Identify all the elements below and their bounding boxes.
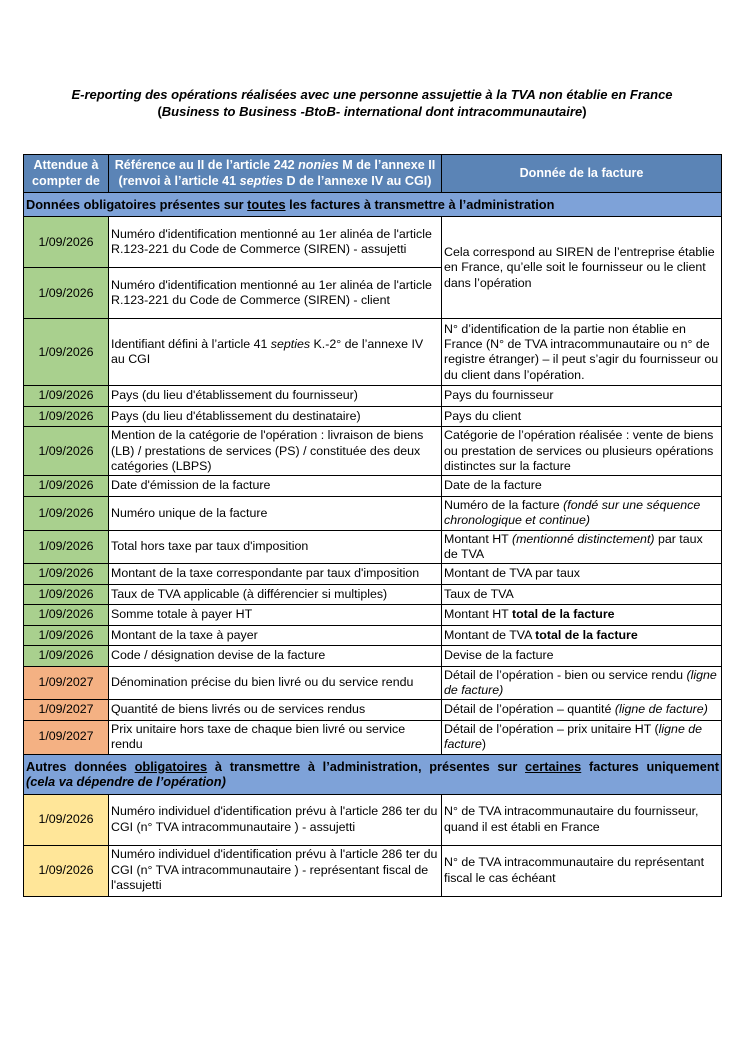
- date-cell: 1/09/2026: [24, 530, 109, 564]
- date-cell: 1/09/2027: [24, 666, 109, 700]
- table-row: [24, 845, 722, 896]
- table-row: [24, 427, 722, 476]
- e-reporting-table: [23, 154, 722, 897]
- table-row: [24, 666, 722, 700]
- reference-cell: Quantité de biens livrés ou de services rendus: [109, 700, 442, 720]
- table-row: [24, 476, 722, 496]
- reference-cell: Prix unitaire hors taxe de chaque bien livré ou service rendu: [109, 720, 442, 754]
- table-row: [24, 646, 722, 666]
- date-cell: 1/09/2026: [24, 268, 109, 319]
- date-cell: 1/09/2026: [24, 496, 109, 530]
- table-row: [24, 496, 722, 530]
- date-cell: 1/09/2026: [24, 646, 109, 666]
- title-line-2: (Business to Business -BtoB- international dont intracommunautaire): [157, 103, 587, 119]
- header-invoice-data: Donnée de la facture: [442, 155, 722, 193]
- section-row-conditional: [24, 754, 722, 794]
- reference-cell: Numéro d'identification mentionné au 1er alinéa de l'article R.123-221 du Code de Commerce (SIREN) - assujetti: [109, 217, 442, 268]
- date-cell: 1/09/2026: [24, 584, 109, 604]
- table-header-row: [24, 155, 722, 193]
- table-row: [24, 605, 722, 625]
- table-row: [24, 319, 722, 386]
- reference-cell: Somme totale à payer HT: [109, 605, 442, 625]
- date-cell: 1/09/2026: [24, 319, 109, 386]
- header-reference: Référence au II de l’article 242 nonies M de l’annexe II (renvoi à l’article 41 septies D de l’annexe IV au CGI): [109, 155, 442, 193]
- date-cell: 1/09/2027: [24, 720, 109, 754]
- section-title: Autres données obligatoires à transmettre à l’administration, présentes sur certaines factures uniquement (cela va dépendre de l’opération): [24, 754, 722, 794]
- invoice-data-cell: Détail de l’opération - bien ou service rendu (ligne de facture): [442, 666, 722, 700]
- date-cell: 1/09/2026: [24, 564, 109, 584]
- invoice-data-cell: Devise de la facture: [442, 646, 722, 666]
- invoice-data-cell: Date de la facture: [442, 476, 722, 496]
- table-row: [24, 700, 722, 720]
- reference-cell: Total hors taxe par taux d'imposition: [109, 530, 442, 564]
- reference-cell: Identifiant défini à l’article 41 septies K.-2° de l’annexe IV au CGI: [109, 319, 442, 386]
- section-row-mandatory: [24, 193, 722, 217]
- invoice-data-cell: Montant HT total de la facture: [442, 605, 722, 625]
- date-cell: 1/09/2026: [24, 476, 109, 496]
- reference-cell: Numéro unique de la facture: [109, 496, 442, 530]
- reference-cell: Pays (du lieu d'établissement du destinataire): [109, 406, 442, 426]
- table-row: [24, 406, 722, 426]
- invoice-data-cell: Cela correspond au SIREN de l’entreprise établie en France, qu’elle soit le fournisseur ou le client dans l’opération: [442, 217, 722, 319]
- page-title: [40, 87, 704, 120]
- reference-cell: Mention de la catégorie de l'opération : livraison de biens (LB) / prestations de services (PS) / constituée des deux catégories (LBPS): [109, 427, 442, 476]
- date-cell: 1/09/2027: [24, 700, 109, 720]
- invoice-data-cell: Détail de l’opération – quantité (ligne de facture): [442, 700, 722, 720]
- invoice-data-cell: Pays du client: [442, 406, 722, 426]
- reference-cell: Montant de la taxe correspondante par taux d'imposition: [109, 564, 442, 584]
- invoice-data-cell: Pays du fournisseur: [442, 386, 722, 406]
- date-cell: 1/09/2026: [24, 406, 109, 426]
- date-cell: 1/09/2026: [24, 386, 109, 406]
- table-row: [24, 584, 722, 604]
- invoice-data-cell: Taux de TVA: [442, 584, 722, 604]
- reference-cell: Code / désignation devise de la facture: [109, 646, 442, 666]
- date-cell: 1/09/2026: [24, 605, 109, 625]
- reference-cell: Taux de TVA applicable (à différencier si multiples): [109, 584, 442, 604]
- date-cell: 1/09/2026: [24, 845, 109, 896]
- invoice-data-cell: Détail de l’opération – prix unitaire HT (ligne de facture): [442, 720, 722, 754]
- invoice-data-cell: Catégorie de l’opération réalisée : vente de biens ou prestation de services ou plusieurs opérations distinctes sur la facture: [442, 427, 722, 476]
- table-row: [24, 386, 722, 406]
- invoice-data-cell: Montant de TVA par taux: [442, 564, 722, 584]
- reference-cell: Numéro individuel d'identification prévu à l'article 286 ter du CGI (n° TVA intracommunautaire ) - représentant fiscal de l'assujetti: [109, 845, 442, 896]
- table-row: [24, 720, 722, 754]
- table-row: [24, 217, 722, 268]
- section-title: Données obligatoires présentes sur toutes les factures à transmettre à l’administration: [24, 193, 722, 217]
- reference-cell: Numéro d'identification mentionné au 1er alinéa de l'article R.123-221 du Code de Commerce (SIREN) - client: [109, 268, 442, 319]
- invoice-data-cell: Numéro de la facture (fondé sur une séquence chronologique et continue): [442, 496, 722, 530]
- table-row: [24, 794, 722, 845]
- reference-cell: Date d'émission de la facture: [109, 476, 442, 496]
- date-cell: 1/09/2026: [24, 427, 109, 476]
- invoice-data-cell: N° d’identification de la partie non établie en France (N° de TVA intracommunautaire ou n° de registre étranger) – il peut s’agir du fournisseur ou du client dans l’opération.: [442, 319, 722, 386]
- date-cell: 1/09/2026: [24, 794, 109, 845]
- header-date: Attendue à compter de: [24, 155, 109, 193]
- date-cell: 1/09/2026: [24, 217, 109, 268]
- invoice-data-cell: Montant de TVA total de la facture: [442, 625, 722, 645]
- invoice-data-cell: N° de TVA intracommunautaire du représentant fiscal le cas échéant: [442, 845, 722, 896]
- table-row: [24, 564, 722, 584]
- reference-cell: Numéro individuel d'identification prévu à l'article 286 ter du CGI (n° TVA intracommunautaire ) - assujetti: [109, 794, 442, 845]
- reference-cell: Montant de la taxe à payer: [109, 625, 442, 645]
- table-row: [24, 530, 722, 564]
- invoice-data-cell: N° de TVA intracommunautaire du fournisseur, quand il est établi en France: [442, 794, 722, 845]
- date-cell: 1/09/2026: [24, 625, 109, 645]
- reference-cell: Dénomination précise du bien livré ou du service rendu: [109, 666, 442, 700]
- reference-cell: Pays (du lieu d'établissement du fournisseur): [109, 386, 442, 406]
- table-row: [24, 625, 722, 645]
- title-line-1: E-reporting des opérations réalisées avec une personne assujettie à la TVA non établie en France: [71, 87, 673, 102]
- invoice-data-cell: Montant HT (mentionné distinctement) par taux de TVA: [442, 530, 722, 564]
